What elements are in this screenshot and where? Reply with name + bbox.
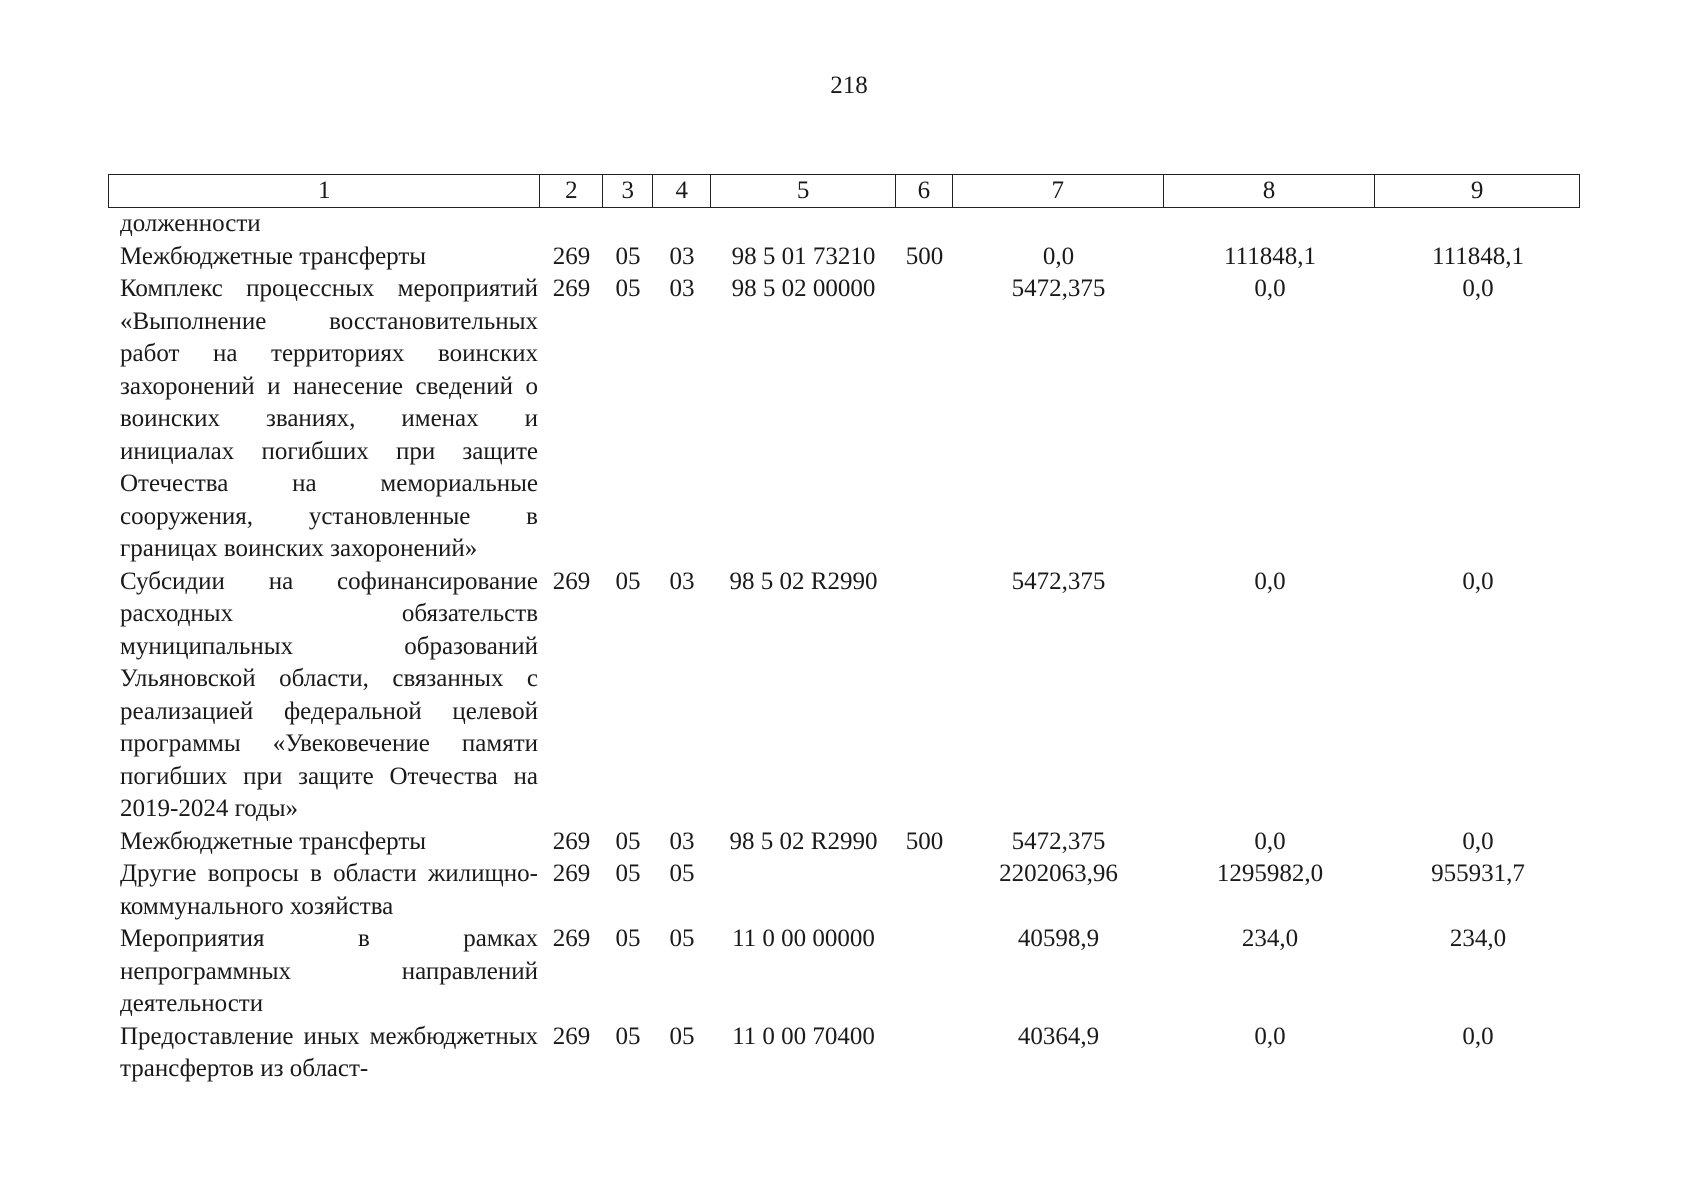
row-target-article: 98 5 02 R2990 <box>729 567 878 595</box>
row-name: Предоставление иных межбюджетных трансфертов из област- <box>120 1022 538 1082</box>
row-amount-col9: 0,0 <box>1462 1022 1494 1050</box>
row-subsection <box>653 208 711 241</box>
row-amount-col9: 0,0 <box>1462 567 1494 595</box>
row-amount-col8: 234,0 <box>1241 925 1299 952</box>
table-row <box>108 923 1580 1021</box>
row-ministry-code: 269 <box>552 827 591 855</box>
row-section: 05 <box>615 242 641 270</box>
row-section: 05 <box>615 567 641 595</box>
row-amount-col9: 0,0 <box>1462 827 1494 855</box>
table-row <box>108 826 1580 859</box>
row-expense-type <box>896 858 953 923</box>
row-amount-col8: 0,0 <box>1254 827 1286 855</box>
row-target-article: 11 0 00 70400 <box>732 1022 875 1050</box>
row-ministry-code <box>540 208 603 241</box>
row-section: 05 <box>615 275 641 302</box>
row-ministry-code: 269 <box>552 567 591 595</box>
row-amount-col8: 0,0 <box>1254 275 1286 302</box>
row-target-article <box>711 208 896 241</box>
row-subsection: 03 <box>669 242 695 270</box>
row-amount-col7: 40598,9 <box>1017 925 1100 952</box>
row-name: долженности <box>120 210 261 237</box>
row-expense-type <box>896 566 953 826</box>
table-row <box>108 566 1580 826</box>
row-target-article: 11 0 00 00000 <box>732 925 875 952</box>
page-number: 218 <box>830 72 868 99</box>
row-subsection: 03 <box>669 827 695 855</box>
row-expense-type <box>896 208 953 241</box>
row-amount-col7: 2202063,96 <box>999 860 1118 887</box>
row-amount-col9 <box>1376 208 1580 241</box>
row-ministry-code: 269 <box>552 275 591 302</box>
row-ministry-code: 269 <box>552 860 591 887</box>
header-col-2: 2 <box>540 175 603 207</box>
table-row <box>108 858 1580 923</box>
row-amount-col9: 234,0 <box>1449 925 1507 952</box>
table-row <box>108 241 1580 274</box>
header-col-5: 5 <box>711 175 896 207</box>
row-target-article: 98 5 02 R2990 <box>729 827 878 855</box>
row-section: 05 <box>615 860 641 887</box>
row-subsection: 05 <box>669 860 695 887</box>
row-amount-col7: 5472,375 <box>1011 567 1106 595</box>
row-amount-col8 <box>1164 208 1376 241</box>
row-amount-col9: 955931,7 <box>1431 860 1525 887</box>
table-row <box>108 208 1580 241</box>
budget-table-body <box>108 208 1580 1086</box>
header-col-7: 7 <box>953 175 1164 207</box>
row-amount-col8: 1295982,0 <box>1216 860 1324 887</box>
header-col-1: 1 <box>109 175 540 207</box>
row-expense-type <box>896 273 953 566</box>
row-subsection: 05 <box>669 1022 695 1050</box>
row-expense-type <box>896 923 953 1021</box>
row-target-article: 98 5 02 00000 <box>731 275 876 302</box>
row-amount-col8: 0,0 <box>1254 1022 1286 1050</box>
row-name: Другие вопросы в области жилищно-коммунального хозяйства <box>120 860 538 920</box>
row-amount-col7: 0,0 <box>1042 242 1075 270</box>
row-name: Межбюджетные трансферты <box>120 827 427 855</box>
row-amount-col9: 111848,1 <box>1432 242 1524 270</box>
header-col-9: 9 <box>1470 177 1484 204</box>
row-subsection: 05 <box>669 925 695 952</box>
row-ministry-code: 269 <box>552 242 591 270</box>
row-name: Субсидии на софинансирование расходных обязательств муниципальных образований Ульяновской области, связанных с реализацией федеральной целевой программы «Увековечение памяти погибших при защите Отечества на 2019-2024 годы» <box>120 567 538 822</box>
header-col-8: 8 <box>1164 175 1376 207</box>
row-target-article <box>711 858 896 923</box>
row-subsection: 03 <box>669 567 695 595</box>
row-amount-col8: 111848,1 <box>1224 242 1316 270</box>
row-name: Мероприятия в рамках непрограммных направлений деятельности <box>120 925 538 1017</box>
row-amount-col7: 5472,375 <box>1011 827 1106 855</box>
table-row <box>108 1021 1580 1086</box>
row-section: 05 <box>615 827 641 855</box>
row-amount-col8: 0,0 <box>1254 567 1286 595</box>
row-subsection: 03 <box>669 275 695 302</box>
row-name: Межбюджетные трансферты <box>120 242 427 270</box>
row-expense-type <box>896 1021 953 1086</box>
table-row <box>108 273 1580 566</box>
row-amount-col9: 0,0 <box>1462 275 1494 302</box>
row-target-article: 98 5 01 73210 <box>731 242 876 270</box>
row-amount-col7 <box>953 208 1164 241</box>
row-section: 05 <box>615 1022 641 1050</box>
row-ministry-code: 269 <box>552 1022 591 1050</box>
row-section <box>603 208 653 241</box>
header-col-3: 3 <box>603 175 653 207</box>
row-name: Комплекс процессных мероприятий «Выполнение восстановительных работ на территориях воинских захоронений и нанесение сведений о воинских званиях, именах и инициалах погибших при защите Отечества на мемориальные сооружения, установленные в границах воинских захоронений» <box>120 275 538 562</box>
row-expense-type: 500 <box>905 827 944 855</box>
table-header <box>108 174 1580 208</box>
header-col-6: 6 <box>896 175 953 207</box>
row-section: 05 <box>615 925 641 952</box>
row-amount-col7: 5472,375 <box>1011 275 1106 302</box>
row-ministry-code: 269 <box>552 925 591 952</box>
row-expense-type: 500 <box>905 242 944 270</box>
row-amount-col7: 40364,9 <box>1017 1022 1100 1050</box>
header-col-4: 4 <box>653 175 711 207</box>
